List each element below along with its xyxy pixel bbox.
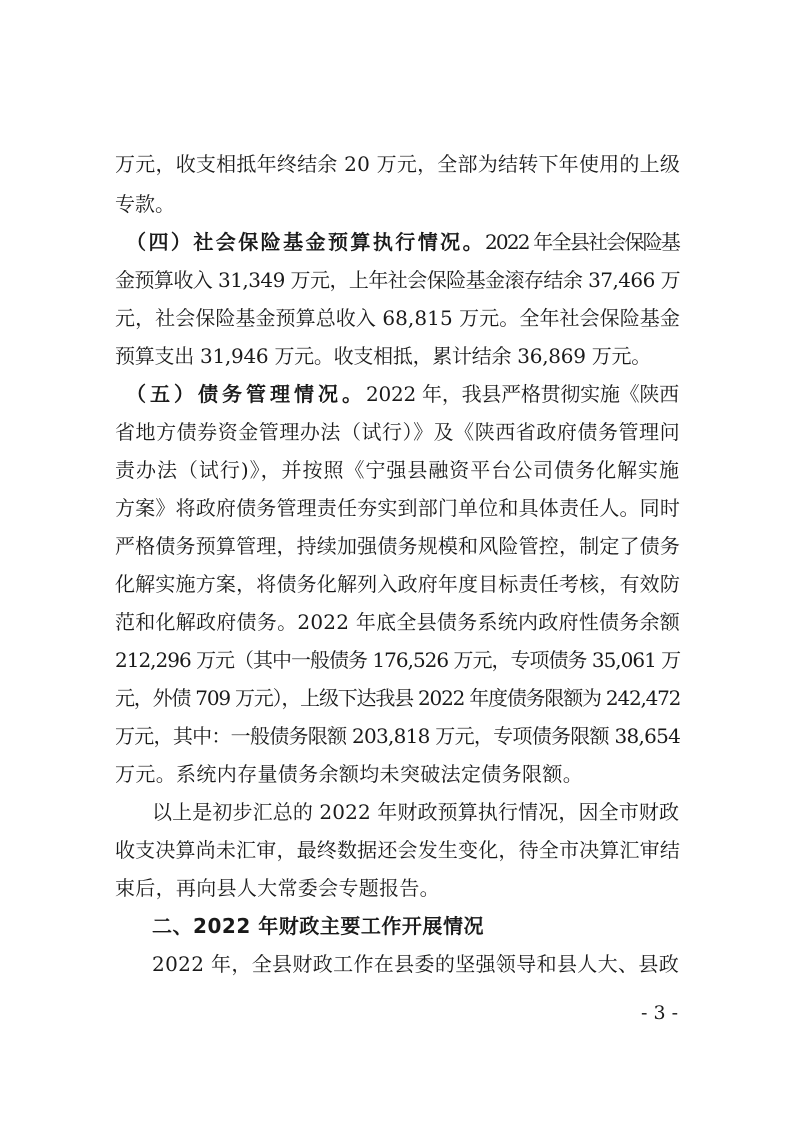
section-heading: 二、2022 年财政主要工作开展情况 <box>152 914 484 938</box>
body-line <box>0 144 793 184</box>
body-line <box>0 260 793 300</box>
body-line <box>0 868 793 908</box>
body-text: 2022 年全县社会保险基 <box>485 230 679 254</box>
body-text: 方案》将政府债务管理责任夯实到部门单位和具体责任人。同时 <box>115 496 681 520</box>
body-line <box>0 336 793 376</box>
body-text: 万元，其中：一般债务限额 203,818 万元，专项债务限额 38,654 <box>115 724 681 748</box>
body-text: 2022 年，我县严格贯彻实施《陕西 <box>366 382 679 406</box>
body-text: 金预算收入 31,349 万元，上年社会保险基金滚存结余 37,466 万 <box>115 268 681 292</box>
body-text: 以上是初步汇总的 2022 年财政预算执行情况，因全市财政 <box>152 800 680 824</box>
section-heading-line <box>0 906 793 946</box>
body-text: 预算支出 31,946 万元。收支相抵，累计结余 36,869 万元。 <box>115 344 651 368</box>
body-line <box>0 450 793 490</box>
body-line <box>0 678 793 718</box>
body-text: 元，社会保险基金预算总收入 68,815 万元。全年社会保险基金 <box>115 306 680 330</box>
body-text: 元，外债 709 万元），上级下达我县 2022 年度债务限额为 242,472 <box>115 686 681 710</box>
section-lead-social-insurance: （四）社会保险基金预算执行情况。 <box>126 230 486 254</box>
body-text: 专款。 <box>115 192 175 216</box>
paragraph-four-line <box>0 222 793 262</box>
body-text: 省地方债券资金管理办法（试行）》及《陕西省政府债务管理问 <box>115 420 681 444</box>
body-line <box>0 792 793 832</box>
body-text: 收支决算尚未汇审，最终数据还会发生变化，待全市决算汇审结 <box>115 838 681 862</box>
body-text: 范和化解政府债务。2022 年底全县债务系统内政府性债务余额 <box>115 610 681 634</box>
body-line <box>0 564 793 604</box>
body-text: 212,296 万元（其中一般债务 176,526 万元，专项债务 35,061 万 <box>115 648 681 672</box>
body-line <box>0 526 793 566</box>
body-line <box>0 944 793 984</box>
body-text: 万元，收支相抵年终结余 20 万元，全部为结转下年使用的上级 <box>115 152 681 176</box>
body-line <box>0 640 793 680</box>
body-text: 严格债务预算管理，持续加强债务规模和风险管控，制定了债务 <box>115 534 681 558</box>
body-text: 责办法（试行)》，并按照《宁强县融资平台公司债务化解实施 <box>115 458 680 482</box>
body-text: 万元。系统内存量债务余额均未突破法定债务限额。 <box>115 762 584 786</box>
body-line <box>0 488 793 528</box>
page-number: - 3 - <box>641 1002 679 1024</box>
section-lead-debt-management: （五）债务管理情况。 <box>126 382 366 406</box>
body-line <box>0 716 793 756</box>
body-line <box>0 754 793 794</box>
body-text: 2022 年，全县财政工作在县委的坚强领导和县人大、县政 <box>152 952 680 976</box>
body-line <box>0 184 793 224</box>
body-line <box>0 298 793 338</box>
body-line <box>0 602 793 642</box>
body-line <box>0 830 793 870</box>
body-line <box>0 412 793 452</box>
body-text: 束后，再向县人大常委会专题报告。 <box>115 876 440 900</box>
body-text: 化解实施方案，将债务化解列入政府年度目标责任考核，有效防 <box>115 572 681 596</box>
paragraph-five-line <box>0 374 793 414</box>
